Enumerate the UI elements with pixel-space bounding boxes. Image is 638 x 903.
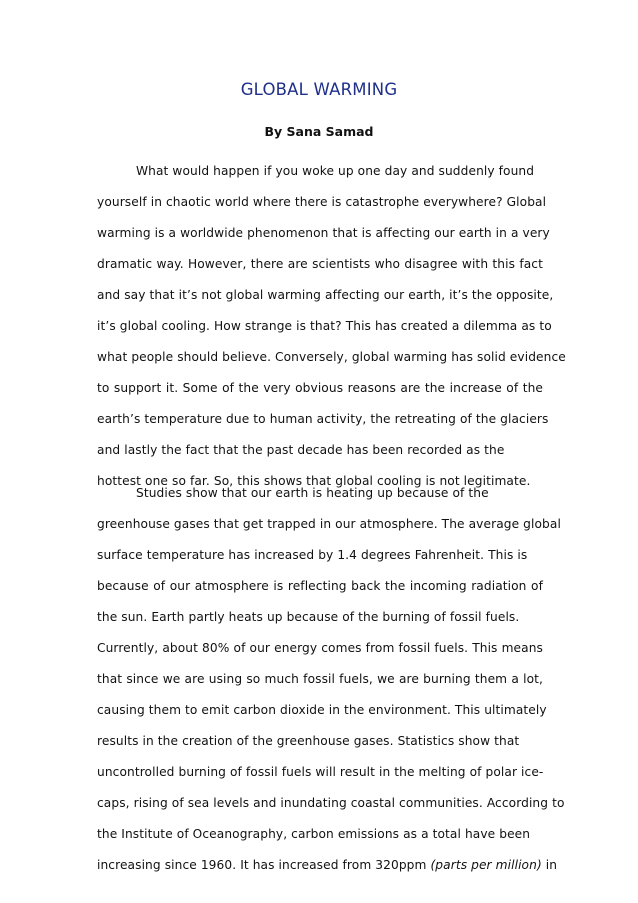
paragraph-line: What would happen if you woke up one day and suddenly found	[136, 164, 535, 178]
paragraph-line: that since we are using so much fossil fuels, we are burning them a lot,	[97, 672, 543, 686]
paragraph-line: to support it. Some of the very obvious reasons are the increase of the	[97, 381, 543, 395]
paragraph-line: caps, rising of sea levels and inundating coastal communities. According to	[97, 796, 565, 810]
paragraph-line: surface temperature has increased by 1.4 degrees Fahrenheit. This is	[97, 548, 528, 562]
paragraph-line: yourself in chaotic world where there is catastrophe everywhere? Global	[97, 195, 547, 209]
paragraph-line: dramatic way. However, there are scientists who disagree with this fact	[97, 257, 543, 271]
paragraph-line: it’s global cooling. How strange is that? This has created a dilemma as to	[97, 319, 552, 333]
paragraph-line: warming is a worldwide phenomenon that is affecting our earth in a very	[97, 226, 550, 240]
paragraph-line: Studies show that our earth is heating up because of the	[136, 486, 489, 500]
paragraph-line: greenhouse gases that get trapped in our atmosphere. The average global	[97, 517, 561, 531]
paragraph-line: and say that it’s not global warming affecting our earth, it’s the opposite,	[97, 288, 554, 302]
paragraph-line: uncontrolled burning of fossil fuels will result in the melting of polar ice-	[97, 765, 544, 779]
document-title: GLOBAL WARMING	[240, 80, 398, 99]
paragraph-line: the Institute of Oceanography, carbon emissions as a total have been	[97, 827, 531, 841]
last-line-text: increasing since 1960. It has increased from 320ppm	[97, 858, 431, 872]
last-line-tail: in	[541, 858, 558, 872]
paragraph-line: the sun. Earth partly heats up because of the burning of fossil fuels.	[97, 610, 520, 624]
paragraph-line: Currently, about 80% of our energy comes from fossil fuels. This means	[97, 641, 543, 655]
paragraph-line: causing them to emit carbon dioxide in the environment. This ultimately	[97, 703, 547, 717]
paragraph-2	[97, 478, 565, 881]
paragraph-line: earth’s temperature due to human activity, the retreating of the glaciers	[97, 412, 549, 426]
paragraph-line: and lastly the fact that the past decade has been recorded as the	[97, 443, 505, 457]
paragraph-line: because of our atmosphere is reflecting back the incoming radiation of	[97, 579, 543, 593]
paragraph-line: results in the creation of the greenhouse gases. Statistics show that	[97, 734, 520, 748]
emphasized-term: (parts per million)	[430, 858, 542, 872]
paragraph-line: what people should believe. Conversely, global warming has solid evidence	[97, 350, 566, 364]
paragraph-line: hottest one so far. So, this shows that global cooling is not legitimate.	[97, 474, 531, 488]
paragraph-1	[97, 156, 566, 497]
author-byline: By Sana Samad	[264, 124, 374, 139]
paragraph-line	[97, 850, 558, 881]
